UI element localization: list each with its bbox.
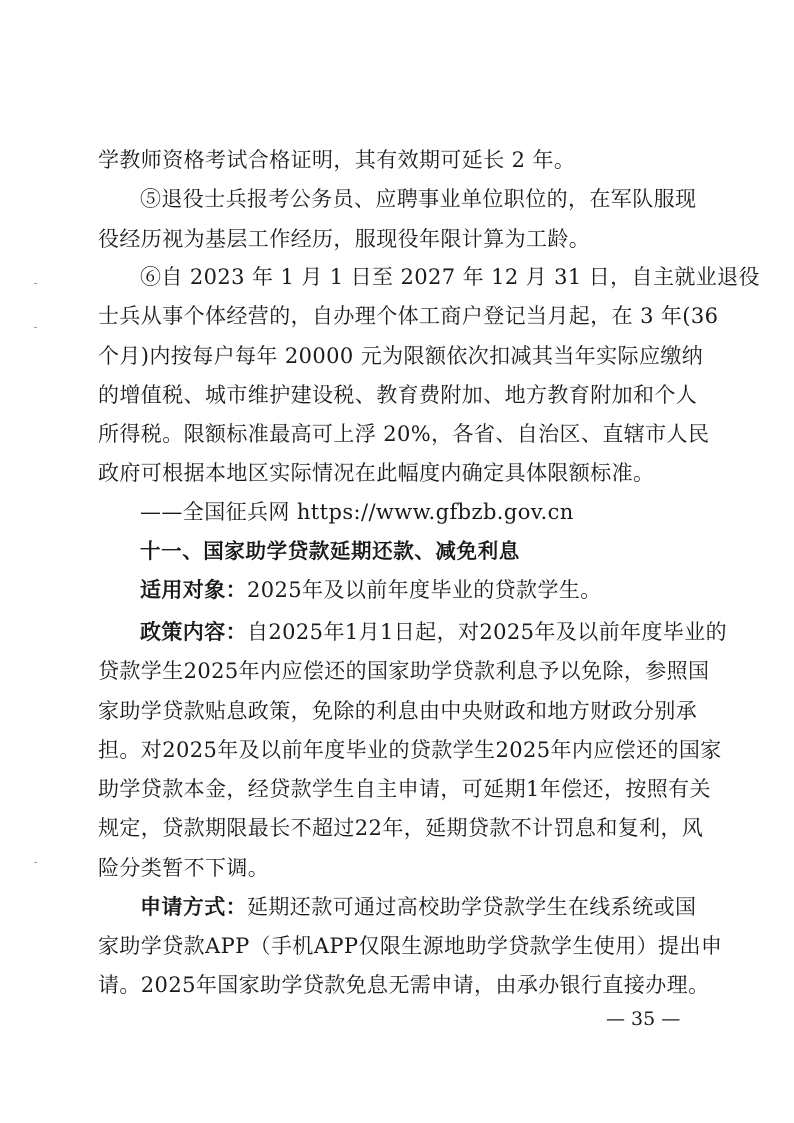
paragraph-line: 请。2025年国家助学贷款免息无需申请，由承办银行直接办理。	[98, 973, 710, 997]
paragraph-line: 学教师资格考试合格证明，其有效期可延长 2 年。	[98, 148, 576, 172]
paragraph-line: 役经历视为基层工作经历，服现役年限计算为工龄。	[98, 227, 591, 251]
application-first-line	[140, 892, 698, 922]
application-label: 申请方式：	[140, 895, 247, 919]
paragraph-line: 政府可根据本地区实际情况在此幅度内确定具体限额标准。	[98, 461, 655, 485]
paragraph-line: 个月)内按每户每年 20000 元为限额依次扣减其当年实际应缴纳	[98, 344, 704, 368]
application-first-text: 延期还款可通过高校助学贷款学生在线系统或国	[247, 895, 697, 919]
paragraph-line: 家助学贷款贴息政策，免除的利息由中央财政和地方财政分别承	[98, 699, 698, 723]
paragraph-line: ⑥自 2023 年 1 月 1 日至 2027 年 12 月 31 日，自主就业退役	[140, 265, 760, 289]
scan-mark	[34, 862, 37, 863]
paragraph-line: 的增值税、城市维护建设税、教育费附加、地方教育附加和个人	[98, 383, 698, 407]
paragraph-line: 险分类暂不下调。	[98, 856, 270, 880]
section-heading: 十一、国家助学贷款延期还款、减免利息	[140, 539, 520, 563]
applicable-label: 适用对象：	[140, 578, 247, 602]
applicable-paragraph	[140, 575, 698, 605]
source-line: ——全国征兵网 https://www.gfbzb.gov.cn	[140, 500, 574, 524]
policy-first-line	[140, 617, 728, 647]
paragraph-line: 担。对2025年及以前年度毕业的贷款学生2025年内应偿还的国家	[98, 738, 722, 762]
paragraph-line: 规定，贷款期限最长不超过22年，延期贷款不计罚息和复利，风	[98, 816, 704, 840]
policy-label: 政策内容：	[140, 620, 247, 644]
paragraph-line: 贷款学生2025年内应偿还的国家助学贷款利息予以免除，参照国	[98, 659, 710, 683]
policy-first-text: 自2025年1月1日起，对2025年及以前年度毕业的	[247, 620, 728, 644]
page-number: — 35 —	[606, 1008, 681, 1030]
applicable-text: 2025年及以前年度毕业的贷款学生。	[247, 578, 602, 602]
paragraph-line: 士兵从事个体经营的，自办理个体工商户登记当月起，在 3 年(36	[98, 304, 719, 328]
scan-mark	[34, 283, 37, 284]
scan-mark	[34, 327, 37, 328]
paragraph-line: 所得税。限额标准最高可上浮 20%，各省、自治区、直辖市人民	[98, 422, 710, 446]
paragraph-line: 家助学贷款APP（手机APP仅限生源地助学贷款学生使用）提出申	[98, 934, 723, 958]
paragraph-line: ⑤退役士兵报考公务员、应聘事业单位职位的，在军队服现	[140, 187, 697, 211]
paragraph-line: 助学贷款本金，经贷款学生自主申请，可延期1年偿还，按照有关	[98, 777, 711, 801]
